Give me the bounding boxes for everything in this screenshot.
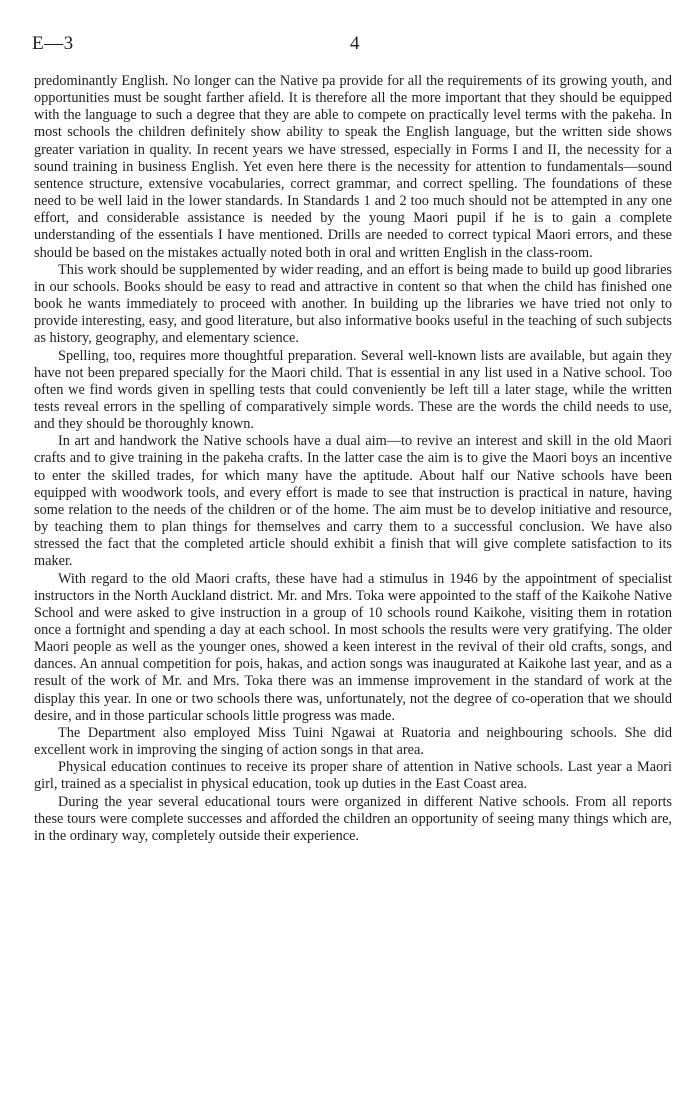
paragraph-libraries: This work should be supplemented by wider reading, and an effort is being made to build up good libraries in our schools. Books should be easy to read and attractive in content so that when the child has finished one book he wants immediately to proceed with another. In building up the libraries we have tried not only to provide interesting, easy, and good literature, but also informative books useful in the teaching of such subjects as history, geography, and elementary science.	[34, 261, 672, 347]
paragraph-english-language: predominantly English. No longer can the Native pa provide for all the requirements of its growing youth, and opportunities must be sought farther afield. It is therefore all the more important that they should be equipped with the language to such a degree that they are able to compete on practically level terms with the pakeha. In most schools the children definitely show ability to speak the English language, but the written side shows greater variation in quality. In recent years we have stressed, especially in Forms I and II, the necessity for a sound training in business English. Yet even here there is the necessity for attention to fundamentals—sound sentence structure, extensive vocabularies, correct grammar, and correct spelling. The foundations of these need to be well laid in the lower standards. In Standards 1 and 2 too much should not be attempted in any one effort, and considerable assistance is needed by the young Maori pupil if he is to gain a complete understanding of the essentials I have mentioned. Drills are needed to correct typical Maori errors, and these should be based on the mistakes actually noted both in oral and written English in the class-room.	[34, 73, 672, 261]
paragraph-physical-education: Physical education continues to receive its proper share of attention in Native schools. Last year a Maori girl, trained as a specialist in physical education, took up duties in the East Coast area.	[34, 759, 672, 793]
page-number: 4	[350, 33, 360, 54]
body-text	[34, 73, 672, 845]
paragraph-spelling: Spelling, too, requires more thoughtful preparation. Several well-known lists are available, but again they have not been prepared specially for the Maori child. That is essential in any list used in a Native school. Too often we find words given in spelling tests that could conveniently be left till a later stage, while the written tests reveal errors in the spelling of comparatively simple words. These are the words the child needs to use, and they should be thoroughly known.	[34, 347, 672, 433]
paragraph-maori-crafts: With regard to the old Maori crafts, these have had a stimulus in 1946 by the appointment of specialist instructors in the North Auckland district. Mr. and Mrs. Toka were appointed to the staff of the Kaikohe Native School and were asked to give instruction in a group of 10 schools round Kaikohe, visiting them in rotation once a fortnight and spending a day at each school. In most schools the results were very gratifying. The older Maori people as well as the younger ones, showed a keen interest in the revival of their old crafts, songs, and dances. An annual competition for pois, hakas, and action songs was inaugurated at Kaikohe last year, and as a result of the work of Mr. and Mrs. Toka there was an immense improvement in the standard of work at the display this year. In one or two schools there was, unfortunately, not the degree of co-operation that we should desire, and in those particular schools little progress was made.	[34, 570, 672, 724]
page-header	[32, 33, 668, 57]
paragraph-art-handwork: In art and handwork the Native schools have a dual aim—to revive an interest and skill in the old Maori crafts and to give training in the pakeha crafts. In the latter case the aim is to give the Maori boys an incentive to enter the skilled trades, for which many have the aptitude. About half our Native schools have been equipped with woodwork tools, and every effort is made to see that instruction is practical in nature, having some relation to the needs of the children or of the home. The aim must be to develop initiative and resource, by teaching them to plan things for themselves and carry them to a successful conclusion. We have also stressed the fact that the completed article should exhibit a finish that will give complete satisfaction to its maker.	[34, 433, 672, 570]
document-reference: E—3	[32, 33, 74, 54]
paragraph-action-songs: The Department also employed Miss Tuini Ngawai at Ruatoria and neighbouring schools. She did excellent work in improving the singing of action songs in that area.	[34, 724, 672, 759]
paragraph-educational-tours: During the year several educational tours were organized in different Native schools. From all reports these tours were complete successes and afforded the children an opportunity of seeing many things which are, in the ordinary way, completely outside their experience.	[34, 793, 672, 844]
